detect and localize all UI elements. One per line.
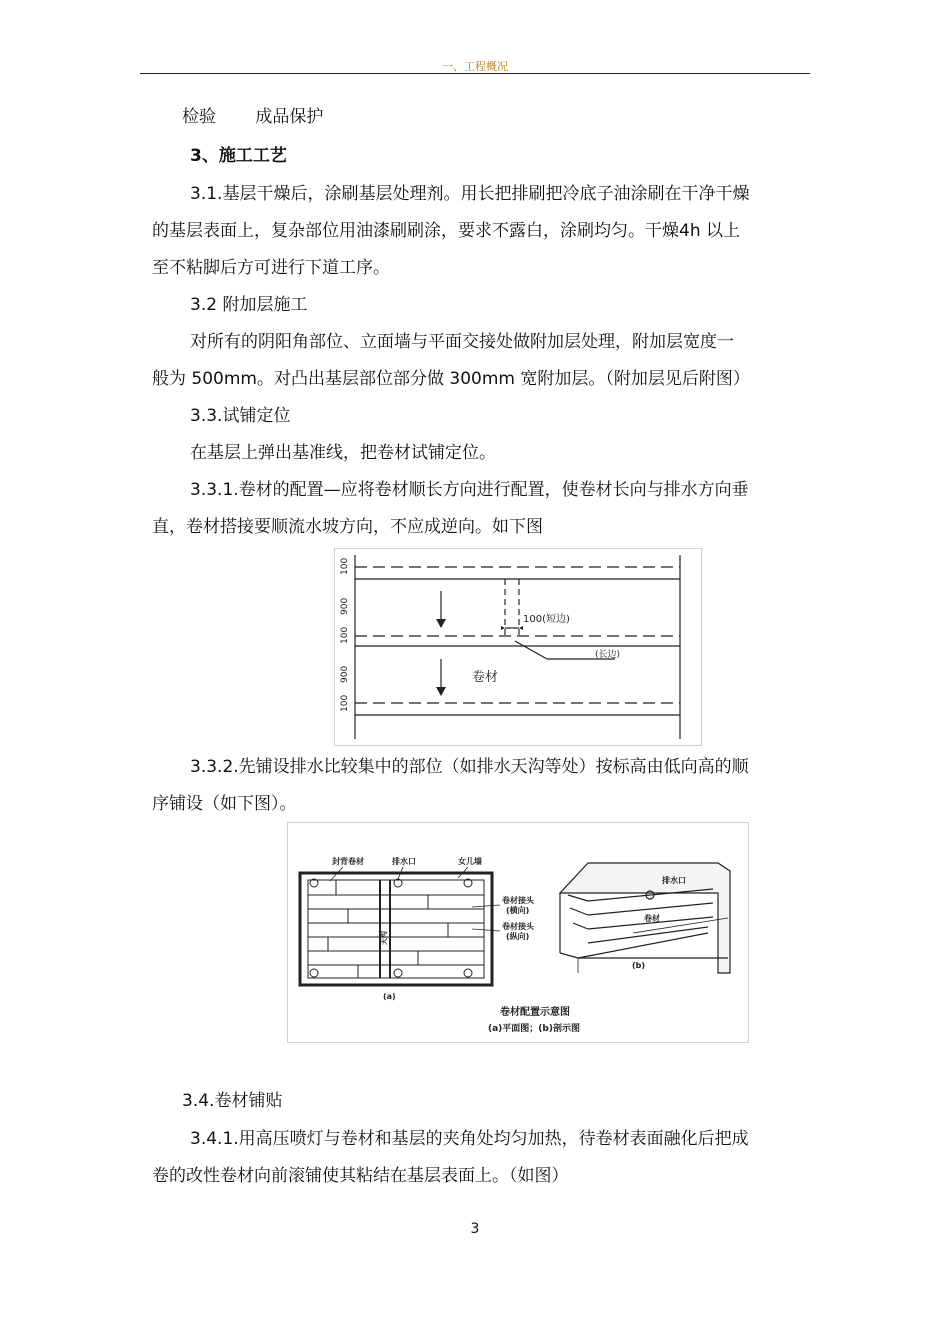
short-edge-label: 100(短边) (523, 614, 570, 625)
text-line-3: 3.1.基层干燥后，涂刷基层处理剂。用长把排刷把冷底子油涂刷在干净干燥 (190, 184, 750, 204)
label-b: (b) (632, 961, 646, 970)
label-joint-h1: 卷材接头 (502, 896, 534, 905)
text-line-1: 检验 成品保护 (182, 107, 324, 127)
text-line-13: 3.3.2.先铺设排水比较集中的部位（如排水天沟等处）按标高由低向高的顺 (190, 757, 749, 777)
text-line-14: 序铺设（如下图）。 (152, 794, 297, 814)
roll-arrangement-diagram (288, 823, 748, 1042)
text-line-16: 3.4.1.用高压喷灯与卷材和基层的夹角处均匀加热，待卷材表面融化后把成 (190, 1129, 749, 1149)
label-parapet: 女儿墙 (458, 857, 482, 866)
header-title: 一、工程概况 (442, 60, 508, 73)
text-line-10: 在基层上弹出基准线，把卷材试铺定位。 (190, 443, 496, 463)
label-a: (a) (383, 992, 396, 1001)
label-joint-v2: (纵向) (506, 932, 530, 941)
roll-label: 卷材 (472, 670, 499, 685)
header-rule (140, 73, 810, 74)
text-line-4: 的基层表面上，复杂部位用油漆刷刷涂，要求不露白，涂刷均匀。干燥4h 以上 (152, 221, 740, 241)
label-joint-v1: 卷材接头 (502, 922, 534, 931)
dim-label-3: 100 (340, 626, 350, 644)
label-gutter: 天沟 (380, 931, 388, 945)
text-line-12: 直，卷材搭接要顺流水坡方向，不应成逆向。如下图 (152, 517, 543, 537)
figure2-subcaption: (a)平面图；(b)剖示图 (488, 1024, 580, 1034)
label-roll-b: 卷材 (644, 914, 660, 923)
dim-label-5: 100 (340, 694, 350, 712)
label-drain: 排水口 (392, 857, 416, 866)
dim-label-4: 900 (340, 665, 350, 683)
subheading-3-2: 3.2 附加层施工 (190, 295, 308, 315)
roll-layout-diagram (335, 549, 701, 745)
figure2-caption: 卷材配置示意图 (500, 1007, 570, 1018)
label-seal: 封背卷材 (332, 857, 364, 866)
subheading-3-3: 3.3.试铺定位 (190, 406, 291, 426)
roll-arrangement-figure (287, 822, 749, 1043)
text-line-8: 般为 500mm。对凸出基层部位部分做 300mm 宽附加层。（附加层见后附图） (152, 369, 750, 389)
text-line-11: 3.3.1.卷材的配置—应将卷材顺长方向进行配置，使卷材长向与排水方向垂 (190, 480, 749, 500)
text-line-7: 对所有的阴阳角部位、立面墙与平面交接处做附加层处理，附加层宽度一 (190, 332, 734, 352)
long-edge-label: (长边) (595, 650, 621, 660)
text-line-17: 卷的改性卷材向前滚铺使其粘结在基层表面上。（如图） (152, 1166, 569, 1186)
text-line-5: 至不粘脚后方可进行下道工序。 (152, 258, 390, 278)
subheading-3-4: 3.4.卷材铺贴 (182, 1091, 283, 1111)
page-number: 3 (470, 1221, 480, 1237)
roll-layout-figure (334, 548, 702, 746)
section-heading-3: 3、施工工艺 (190, 146, 287, 166)
label-joint-h2: (横向) (506, 906, 530, 915)
label-drain-b: 排水口 (662, 876, 686, 885)
dim-label-1: 100 (340, 557, 350, 575)
dim-label-2: 900 (340, 597, 350, 615)
